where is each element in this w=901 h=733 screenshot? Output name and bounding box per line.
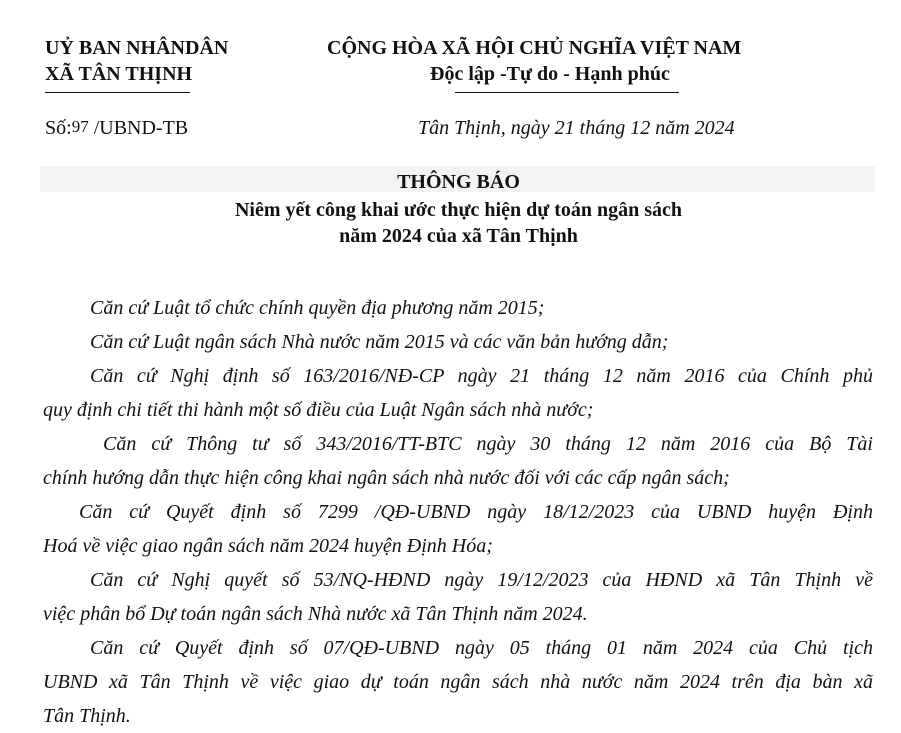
document-number <box>45 116 188 141</box>
basis-paragraph-3-line2: quy định chi tiết thi hành một số điều của Luật Ngân sách nhà nước; <box>43 399 594 421</box>
document-subject-line2: năm 2024 của xã Tân Thịnh <box>339 225 578 247</box>
basis-paragraph-3-line1: Căn cứ Nghị định số 163/2016/NĐ-CP ngày 21 tháng 12 năm 2016 của Chính phủ <box>90 365 873 387</box>
basis-paragraph-5-line2: Hoá về việc giao ngân sách năm 2024 huyện Định Hóa; <box>43 535 493 557</box>
basis-paragraph-7-line3: Tân Thịnh. <box>43 705 131 727</box>
agency-name-line1: UỶ BAN NHÂNDÂN <box>45 37 229 59</box>
motto-underline <box>455 92 679 93</box>
document-number-value: 97 <box>71 117 89 136</box>
basis-paragraph-7-line2: UBND xã Tân Thịnh về việc giao dự toán ngân sách nhà nước năm 2024 trên địa bàn xã <box>43 671 873 693</box>
basis-paragraph-6-line2: việc phân bổ Dự toán ngân sách Nhà nước xã Tân Thịnh năm 2024. <box>43 603 588 625</box>
basis-paragraph-1: Căn cứ Luật tổ chức chính quyền địa phương năm 2015; <box>90 297 545 319</box>
basis-paragraph-7-line1: Căn cứ Quyết định số 07/QĐ-UBND ngày 05 tháng 01 năm 2024 của Chủ tịch <box>90 637 873 659</box>
document-type-title: THÔNG BÁO <box>397 171 520 193</box>
place-and-date: Tân Thịnh, ngày 21 tháng 12 năm 2024 <box>418 117 735 139</box>
basis-paragraph-5-line1: Căn cứ Quyết định số 7299 /QĐ-UBND ngày 18/12/2023 của UBND huyện Định <box>79 501 873 523</box>
national-title: CỘNG HÒA XÃ HỘI CHỦ NGHĨA VIỆT NAM <box>327 37 742 59</box>
basis-paragraph-4-line1: Căn cứ Thông tư số 343/2016/TT-BTC ngày 30 tháng 12 năm 2016 của Bộ Tài <box>103 433 873 455</box>
basis-paragraph-6-line1: Căn cứ Nghị quyết số 53/NQ-HĐND ngày 19/12/2023 của HĐND xã Tân Thịnh về <box>90 569 873 591</box>
basis-paragraph-2: Căn cứ Luật ngân sách Nhà nước năm 2015 và các văn bản hướng dẫn; <box>90 331 669 353</box>
national-motto: Độc lập -Tự do - Hạnh phúc <box>430 63 670 85</box>
document-body <box>43 291 873 733</box>
document-subject-line1: Niêm yết công khai ước thực hiện dự toán ngân sách <box>234 199 683 221</box>
document-number-prefix: Số: <box>45 117 72 139</box>
agency-underline <box>45 92 190 93</box>
document-number-suffix: /UBND-TB <box>88 117 189 139</box>
basis-paragraph-4-line2: chính hướng dẫn thực hiện công khai ngân sách nhà nước đối với các cấp ngân sách; <box>43 467 730 489</box>
agency-name-line2: XÃ TÂN THỊNH <box>45 63 193 85</box>
